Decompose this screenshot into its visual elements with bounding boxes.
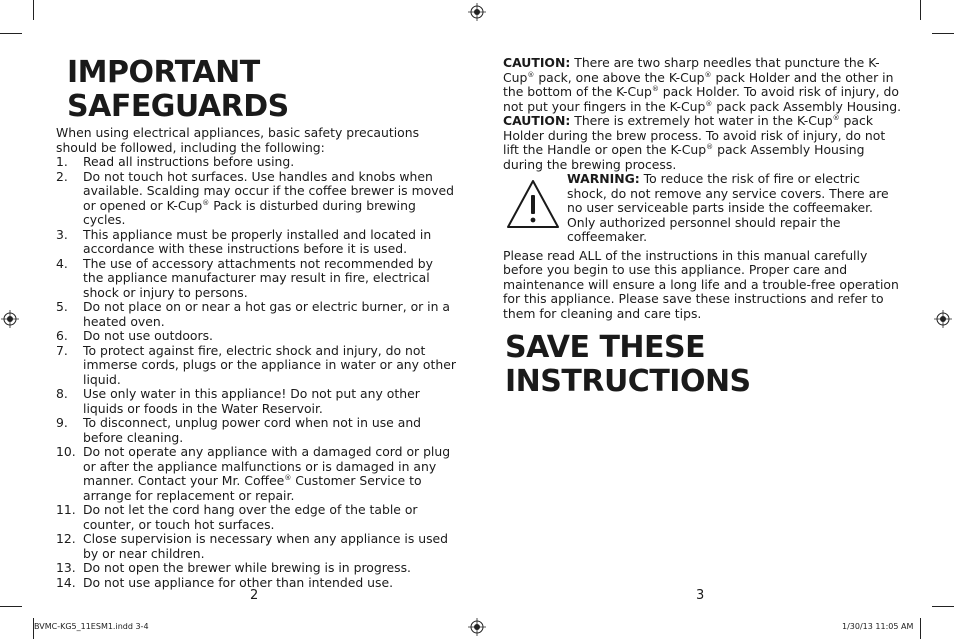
item-text: Do not place on or near a hot gas or electric burner, or in a heated oven. bbox=[83, 299, 451, 329]
safeguard-list bbox=[56, 155, 456, 590]
caution-text: There is extremely hot water in the K-Cup® pack Holder during the brew process. To avoid risk of injury, do not lift the Handle or open the K-Cup® pack Assembly Housing during the brewing process. bbox=[503, 113, 886, 172]
safeguard-item bbox=[56, 300, 456, 329]
safeguard-item bbox=[56, 387, 456, 416]
intro-text: When using electrical appliances, basic safety precautions should be followed, including the following: bbox=[56, 125, 420, 155]
warning-triangle-icon bbox=[505, 178, 561, 230]
caution-paragraph-2 bbox=[503, 114, 903, 172]
item-number: 6. bbox=[56, 328, 68, 343]
item-text: To protect against fire, electric shock and injury, do not immerse cords, plugs or the appliance in water or any other liquid. bbox=[83, 342, 456, 387]
registration-mark-icon bbox=[1, 310, 19, 328]
registration-mark-icon bbox=[468, 3, 486, 21]
save-instructions-title: SAVE THESE INSTRUCTIONS bbox=[505, 330, 751, 399]
caution-label: CAUTION: bbox=[503, 113, 571, 128]
item-text: Do not let the cord hang over the edge of the table or counter, or touch hot surfaces. bbox=[83, 502, 418, 532]
warning-block bbox=[503, 172, 903, 245]
caution-paragraph-1 bbox=[503, 56, 903, 114]
warning-label: WARNING: bbox=[567, 171, 640, 186]
registration-mark-icon bbox=[468, 618, 486, 636]
item-number: 9. bbox=[56, 415, 68, 430]
item-number: 8. bbox=[56, 386, 68, 401]
file-slug: BVMC-KG5_11ESM1.indd 3-4 bbox=[34, 622, 149, 631]
item-number: 13. bbox=[56, 560, 76, 575]
safeguard-item bbox=[56, 170, 456, 228]
closing-paragraph: Please read ALL of the instructions in this manual carefully before you begin to use this appliance. Proper care and maintenance will ensure a long life and a trouble-free operation for this appliance. Please save these instructions and refer to them for cleaning and care tips. bbox=[503, 247, 899, 321]
safeguard-item bbox=[56, 503, 456, 532]
item-number: 10. bbox=[56, 444, 76, 459]
item-number: 14. bbox=[56, 574, 76, 590]
right-page bbox=[503, 56, 903, 399]
safeguard-item bbox=[56, 532, 456, 561]
item-number: 5. bbox=[56, 299, 68, 314]
item-number: 11. bbox=[56, 502, 76, 517]
safeguard-item bbox=[56, 344, 456, 388]
item-number: 12. bbox=[56, 531, 76, 546]
item-text: This appliance must be properly installed and located in accordance with these instructions before it is used. bbox=[83, 226, 432, 256]
item-number: 1. bbox=[56, 154, 68, 169]
item-text: Use only water in this appliance! Do not put any other liquids or foods in the Water Reservoir. bbox=[83, 386, 420, 416]
caution-label: CAUTION: bbox=[503, 55, 571, 70]
item-text: Do not open the brewer while brewing is in progress. bbox=[83, 560, 412, 575]
item-number: 7. bbox=[56, 342, 68, 358]
safeguard-item bbox=[56, 257, 456, 301]
safeguard-item bbox=[56, 416, 456, 445]
page-title: IMPORTANT SAFEGUARDS bbox=[67, 55, 289, 124]
safeguard-item bbox=[56, 445, 456, 503]
page-number: 3 bbox=[696, 588, 705, 603]
page-number: 2 bbox=[250, 588, 259, 603]
safeguard-item bbox=[56, 329, 456, 344]
safeguard-item bbox=[56, 228, 456, 257]
item-text: Do not use appliance for other than intended use. bbox=[83, 574, 394, 590]
item-text: The use of accessory attachments not recommended by the appliance manufacturer may result in fire, electrical shock or injury to persons. bbox=[83, 255, 433, 300]
safeguard-item bbox=[56, 561, 456, 576]
item-text: Do not use outdoors. bbox=[83, 328, 213, 343]
item-text: Do not operate any appliance with a damaged cord or plug or after the appliance malfunctions or is damaged in any manner. Contact your Mr. Coffee® Customer Service to arrange for replacement or repair. bbox=[83, 444, 451, 503]
item-number: 4. bbox=[56, 255, 68, 271]
item-text: Close supervision is necessary when any appliance is used by or near children. bbox=[83, 531, 449, 561]
registration-mark-icon bbox=[934, 310, 952, 328]
item-number: 2. bbox=[56, 168, 68, 184]
item-text: Do not touch hot surfaces. Use handles and knobs when available. Scalding may occur if the coffee brewer is moved or opened or K-Cup® Pack is disturbed during brewing cycles. bbox=[83, 168, 455, 227]
warning-text: To reduce the risk of fire or electric shock, do not remove any service covers. There are no user serviceable parts inside the coffeemaker. Only authorized personnel should repair the coffeemaker. bbox=[567, 171, 889, 244]
caution-text: There are two sharp needles that puncture the K-Cup® pack, one above the K-Cup® pack Holder and the other in the bottom of the K-Cup® pack Holder. To avoid risk of injury, do not put your fingers in the K-Cup® pack pack Assembly Housing. bbox=[503, 55, 902, 114]
item-number: 3. bbox=[56, 226, 68, 242]
item-text: Read all instructions before using. bbox=[83, 154, 295, 169]
left-page bbox=[56, 56, 456, 590]
date-slug: 1/30/13 11:05 AM bbox=[842, 622, 914, 631]
safeguard-item bbox=[56, 155, 456, 170]
item-text: To disconnect, unplug power cord when not in use and before cleaning. bbox=[83, 415, 422, 445]
